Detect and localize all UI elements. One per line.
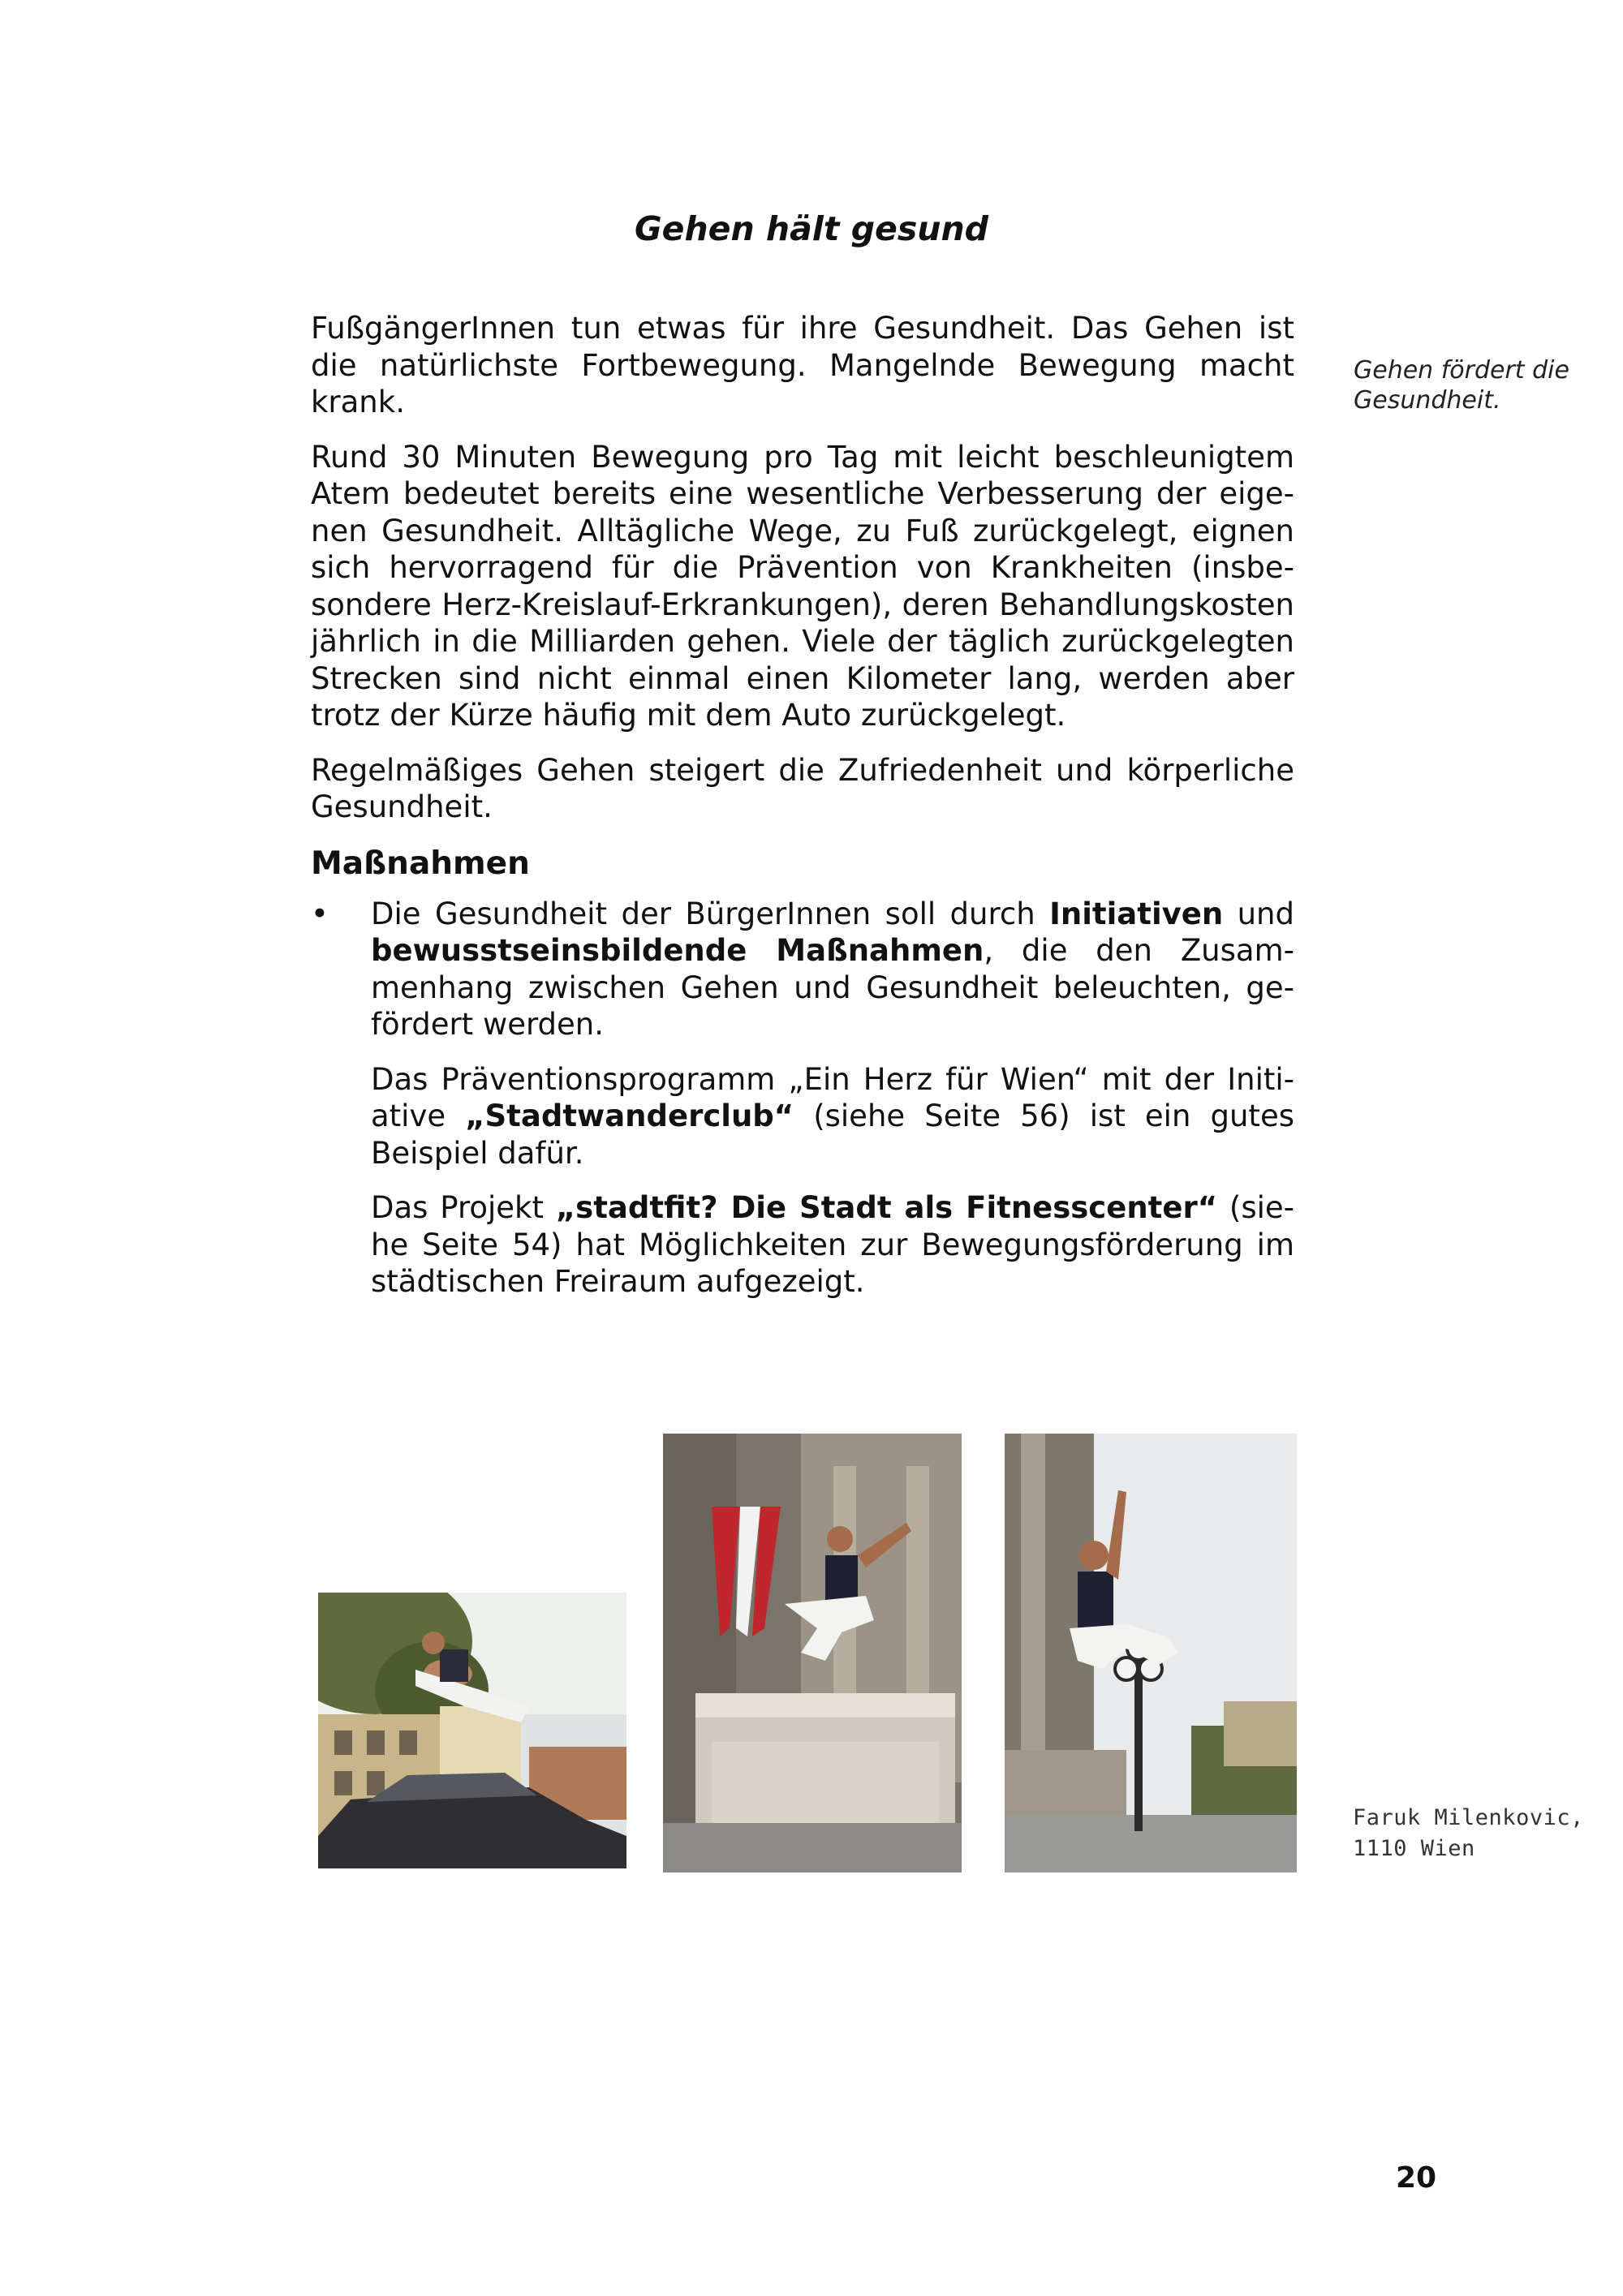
measure-stadtfit-text: Das Projekt „stadtfit? Die Stadt als Fitnesscenter“ (siehe Seite 54) hat Möglichkeiten zur Bewegungsförderung im städtischen Freiraum aufgezeigt. <box>371 1190 1294 1299</box>
photo-car-jump <box>318 1593 626 1868</box>
measures-list-item <box>311 896 1294 1301</box>
photo-building-jump <box>663 1434 962 1872</box>
page-number: 20 <box>1396 2161 1437 2195</box>
photo-lamp-jump <box>1005 1434 1297 1872</box>
main-content <box>311 310 1294 1318</box>
health-paragraph: Rund 30 Minuten Bewegung pro Tag mit leicht beschleunigtem Atem bedeutet bereits eine wesentliche Verbesserung der eigenen Gesundheit. Alltägliche Wege, zu Fuß zurückgelegt, eignen sich hervorragend für die Prävention von Krankheiten (insbesondere Herz-Kreislauf-Erkrankungen), deren Behandlungskosten jährlich in die Milliarden gehen. Viele der täglich zurückgelegten Strecken sind nicht einmal einen Kilometer lang, werden aber trotz der Kürze häufig mit dem Auto zurückgelegt. <box>311 439 1294 733</box>
photo-credit: Faruk Milenkovic, 1110 Wien <box>1353 1805 1584 1861</box>
page-title: Gehen hält gesund <box>635 209 988 248</box>
measure-initiatives-text: Die Gesundheit der BürgerInnen soll durch Initiativen und bewusstseinsbildende Maßnahmen, die den Zusammenhang zwischen Gehen und Gesundheit beleuchten, gefördert werden. <box>371 896 1294 1042</box>
satisfaction-paragraph: Regelmäßiges Gehen steigert die Zufriedenheit und körperliche Gesundheit. <box>311 752 1294 824</box>
margin-note: Gehen fördert die Gesundheit. <box>1354 356 1569 415</box>
intro-paragraph: FußgängerInnen tun etwas für ihre Gesundheit. Das Gehen ist die natürlichste Fortbewegung. Mangelnde Bewegung macht krank. <box>311 311 1294 419</box>
measure-stadtwanderclub-text: Das Präventionsprogramm „Ein Herz für Wien“ mit der Initiative „Stadtwanderclub“ (siehe Seite 56) ist ein gutes Beispiel dafür. <box>371 1061 1294 1171</box>
measures-heading: Maßnahmen <box>311 845 530 882</box>
bullet-icon: • <box>311 896 329 931</box>
